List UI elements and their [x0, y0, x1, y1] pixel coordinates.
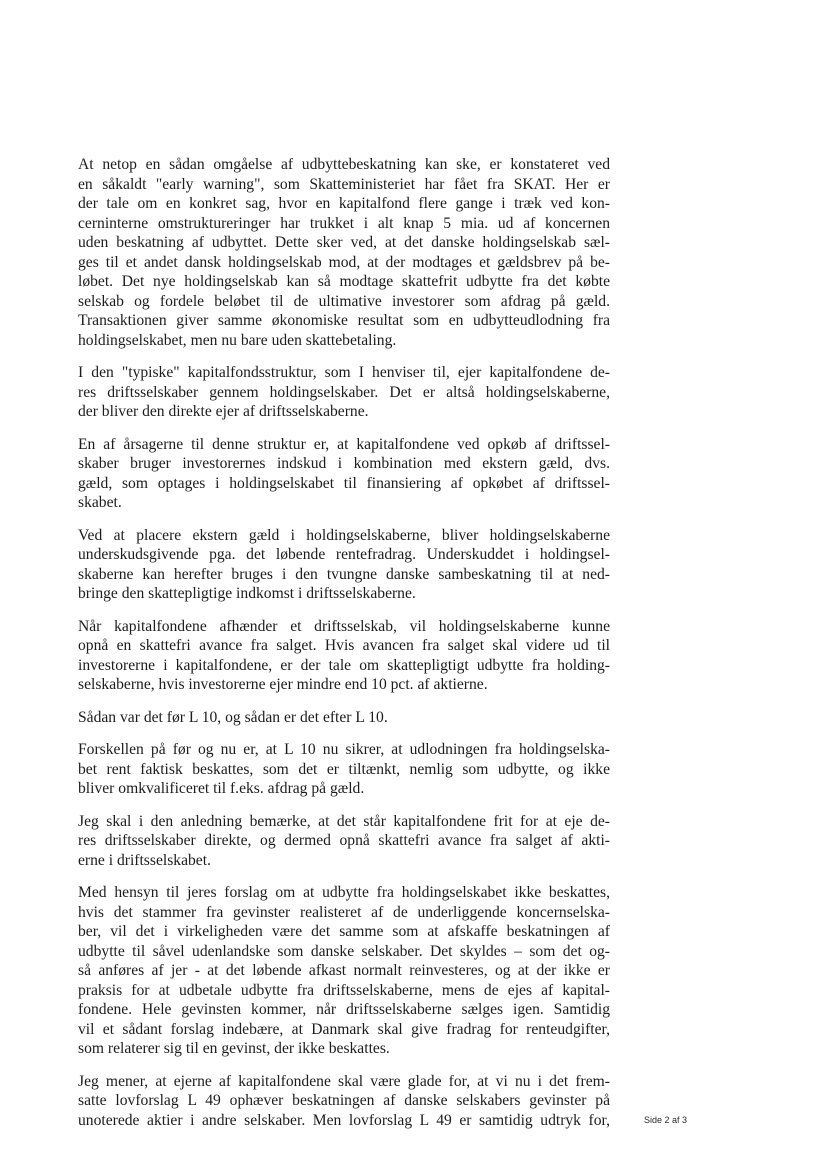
- paragraph: [78, 883, 610, 1059]
- text-line: cerninterne omstruktureringer har trukket i alt knap 5 mia. ud af koncernen: [78, 214, 610, 232]
- page-number: Side 2 af 3: [644, 1115, 688, 1125]
- text-line: satte lovforslag L 49 ophæver beskatningen af danske selskabers gevinster på: [78, 1092, 610, 1109]
- text-line: der tale om en konkret sag, hvor en kapitalfond flere gange i træk ved kon-: [78, 195, 610, 212]
- text-line: En af årsagerne til denne struktur er, at kapitalfondene ved opkøb af driftssel-: [78, 435, 610, 453]
- paragraph: [78, 155, 610, 350]
- text-line: holdingselskabet, men nu bare uden skattebetaling.: [78, 331, 397, 349]
- text-line: Jeg skal i den anledning bemærke, at det står kapitalfondene frit for at eje de-: [78, 812, 610, 830]
- paragraph: [78, 617, 610, 695]
- paragraph: [78, 1072, 610, 1131]
- text-line: bet rent faktisk beskattes, som det er tiltænkt, nemlig som udbytte, og ikke: [78, 760, 610, 778]
- text-line: Med hensyn til jeres forslag om at udbytte fra holdingselskabet ikke beskattes,: [78, 884, 610, 901]
- text-line: fondene. Hele gevinsten kommer, når driftsselskaberne sælges igen. Samtidig: [78, 1001, 610, 1018]
- paragraph: [78, 363, 610, 422]
- text-line: som relaterer sig til en gevinst, der ikke beskattes.: [78, 1040, 390, 1057]
- text-line: skabet.: [78, 494, 122, 511]
- text-line: selskab og fordele beløbet til de ultimative investorer som afdrag på gæld.: [78, 292, 610, 310]
- paragraph: [78, 435, 610, 513]
- text-line: Sådan var det før L 10, og sådan er det efter L 10.: [78, 708, 388, 726]
- text-line: udbytte til såvel udenlandske som danske selskaber. Det skyldes – som det og-: [78, 942, 610, 960]
- text-line: Forskellen på før og nu er, at L 10 nu sikrer, at udlodningen fra holdingselska-: [78, 741, 610, 758]
- text-line: I den "typiske" kapitalfondsstruktur, som I henviser til, ejer kapitalfondene de-: [78, 364, 610, 381]
- text-line: erne i driftsselskabet.: [78, 851, 211, 869]
- paragraph: [78, 812, 610, 871]
- text-line: Ved at placere ekstern gæld i holdingselskaberne, bliver holdingselskaberne: [78, 526, 610, 544]
- text-line: res driftsselskaber direkte, og dermed opnå skattefri avance fra salget af akti-: [78, 832, 610, 849]
- paragraph: [78, 526, 610, 604]
- text-line: underskudsgivende pga. det løbende rentefradrag. Underskuddet i holdingsel-: [78, 546, 610, 563]
- text-line: ges til et andet dansk holdingselskab mod, at der modtages et gældsbrev på be-: [78, 253, 610, 271]
- text-line: skaber bruger investorernes indskud i kombination med ekstern gæld, dvs.: [78, 455, 610, 472]
- paragraph: [78, 740, 610, 799]
- text-line: selskaberne, hvis investorerne ejer mindre end 10 pct. af aktierne.: [78, 676, 488, 693]
- text-line: At netop en sådan omgåelse af udbyttebeskatning kan ske, er konstateret ved: [78, 156, 610, 173]
- text-line: en såkaldt "early warning", som Skatteministeriet har fået fra SKAT. Her er: [78, 175, 610, 193]
- letter-body: [78, 155, 610, 1143]
- text-line: så anføres af jer - at det løbende afkast normalt reinvesteres, og at der ikke er: [78, 962, 610, 979]
- text-line: gæld, som optages i holdingselskabet til finansiering af opkøbet af driftssel-: [78, 474, 610, 492]
- text-line: ber, vil det i virkeligheden være det samme som at afskaffe beskatningen af: [78, 923, 610, 940]
- text-line: løbet. Det nye holdingselskab kan så modtage skattefrit udbytte fra det købte: [78, 273, 610, 290]
- text-line: hvis det stammer fra gevinster realisteret af de underliggende koncernselska-: [78, 903, 610, 921]
- text-line: der bliver den direkte ejer af driftsselskaberne.: [78, 403, 369, 420]
- text-line: res driftsselskaber gennem holdingselskaber. Det er altså holdingselskaberne,: [78, 383, 610, 401]
- text-line: skaberne kan herefter bruges i den tvungne danske sambeskatning til at ned-: [78, 565, 610, 583]
- text-line: Når kapitalfondene afhænder et driftsselskab, vil holdingselskaberne kunne: [78, 617, 610, 635]
- text-line: investorerne i kapitalfondene, er der tale om skattepligtigt udbytte fra holding-: [78, 656, 610, 674]
- text-line: Jeg mener, at ejerne af kapitalfondene skal være glade for, at vi nu i det frem-: [78, 1072, 610, 1090]
- text-line: opnå en skattefri avance fra salget. Hvis avancen fra salget skal videre ud til: [78, 637, 610, 654]
- text-line: bliver omkvalificeret til f.eks. afdrag på gæld.: [78, 780, 365, 797]
- text-line: unoterede aktier i andre selskaber. Men lovforslag L 49 er samtidig udtryk for,: [78, 1111, 610, 1129]
- text-line: uden beskatning af udbyttet. Dette sker ved, at det danske holdingselskab sæl-: [78, 234, 610, 251]
- text-line: bringe den skattepligtige indkomst i driftsselskaberne.: [78, 585, 416, 602]
- paragraph: [78, 708, 610, 728]
- text-line: praksis for at udbetale udbytte fra driftsselskaberne, mens de ejes af kapital-: [78, 981, 610, 999]
- text-line: vil et sådant forslag indebære, at Danmark skal give fradrag for renteudgifter,: [78, 1020, 610, 1038]
- text-line: Transaktionen giver samme økonomiske resultat som en udbytteudlodning fra: [78, 312, 610, 329]
